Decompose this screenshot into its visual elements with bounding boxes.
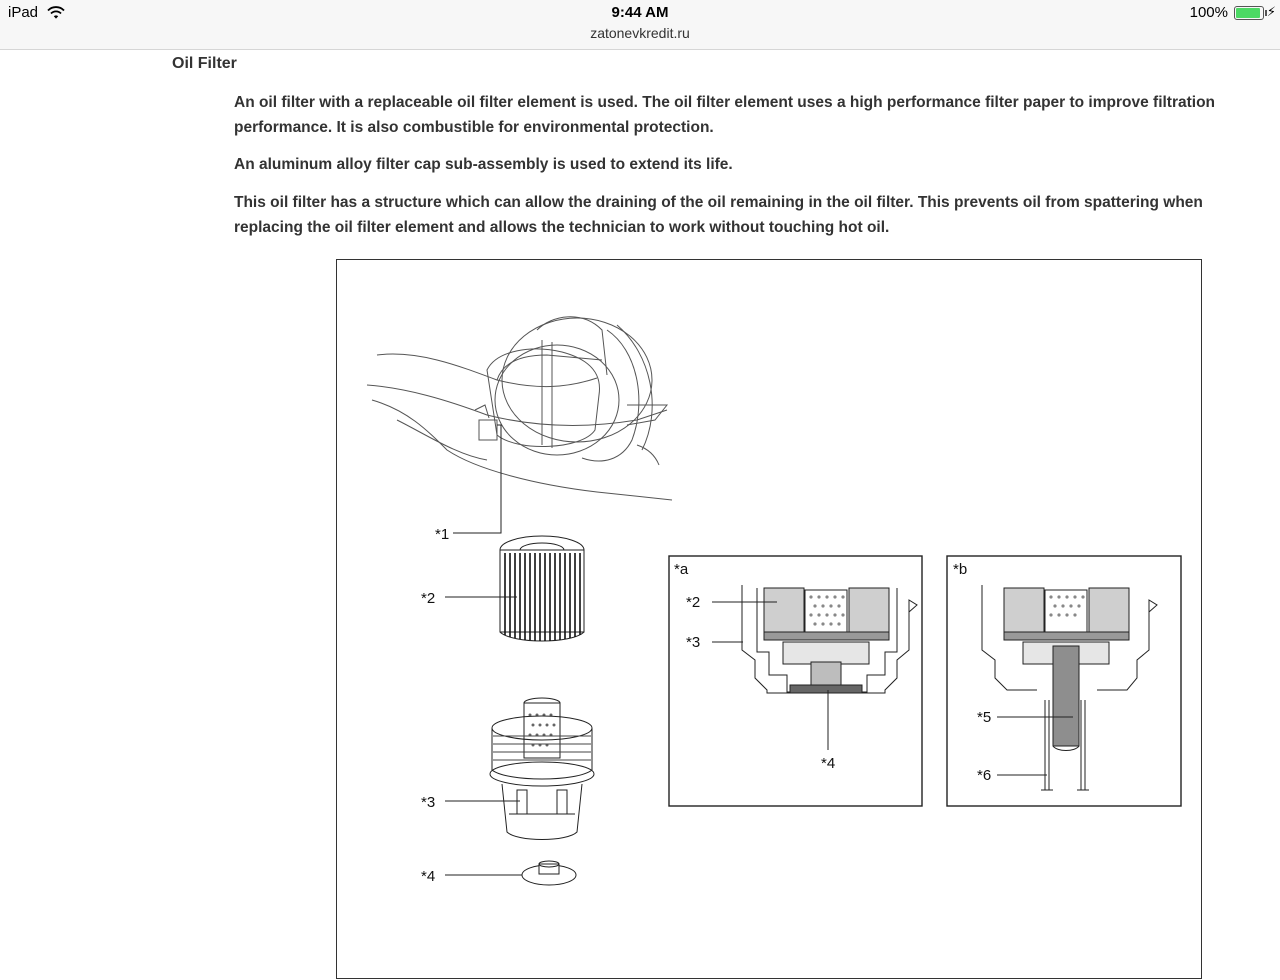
drain-plug-drawing — [522, 861, 576, 885]
paragraph-drain-structure: This oil filter has a structure which can allow the draining of the oil remaining in the oil filter. This prevents oil from spattering when replacing the oil filter element and allows the technician to work without touching hot oil. — [234, 194, 1203, 236]
paragraph-filter-element: An oil filter with a replaceable oil filter element is used. The oil filter element uses a high performance filter paper to improve filtration performance. It is also combustible for environmental protection. — [234, 94, 1216, 136]
battery-icon — [1234, 6, 1264, 20]
inset-a-callout-4: *4 — [821, 755, 836, 772]
device-name: iPad — [8, 4, 39, 21]
address-url[interactable]: zatonevkredit.ru — [590, 25, 690, 41]
inset-a-label: *a — [674, 561, 689, 578]
inset-b-label: *b — [953, 561, 968, 578]
battery-percentage: 100% — [1189, 4, 1228, 21]
callout-4: *4 — [421, 868, 436, 885]
callout-2: *2 — [421, 590, 436, 607]
oil-filter-element-drawing — [500, 536, 584, 641]
battery-fill — [1236, 8, 1260, 18]
inset-b-callout-6: *6 — [977, 767, 992, 784]
inset-b-section — [982, 585, 1157, 790]
clock-time: 9:44 AM — [611, 4, 669, 21]
page-title: Oil Filter — [172, 55, 237, 72]
inset-a-callout-2: *2 — [686, 594, 701, 611]
leader-lines — [445, 425, 522, 875]
inset-b-callout-5: *5 — [977, 709, 992, 726]
callout-3: *3 — [421, 794, 436, 811]
charging-bolt-icon: ⚡ — [1266, 4, 1276, 19]
inset-a-callout-3: *3 — [686, 634, 701, 651]
inset-a-section — [742, 585, 917, 693]
oil-filter-diagram — [336, 259, 1202, 979]
engine-installation-sketch — [367, 317, 672, 500]
status-bar — [0, 0, 1280, 50]
paragraph-filter-cap: An aluminum alloy filter cap sub-assembly is used to extend its life. — [234, 156, 733, 173]
oil-filter-diagram-svg — [337, 260, 1203, 980]
callout-1: *1 — [435, 526, 450, 543]
filter-cap-drawing — [490, 698, 594, 840]
